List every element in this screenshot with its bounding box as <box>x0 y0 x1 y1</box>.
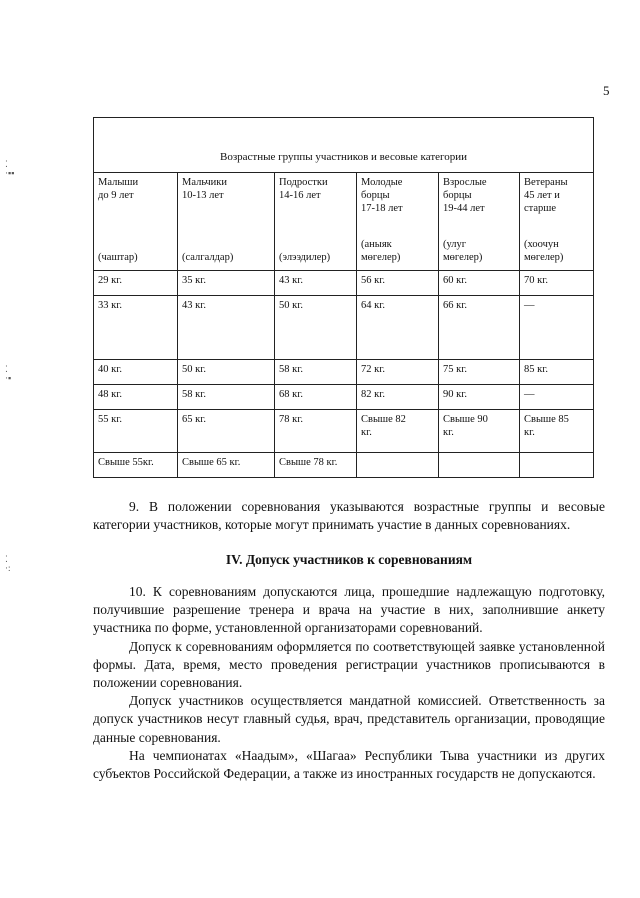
age-group-name: Ветераны 45 лет и старше <box>524 177 568 214</box>
weight-cell: 48 кг. <box>94 385 178 410</box>
scan-speck: ⁚ ·▪▪ <box>5 159 15 178</box>
column-header-4 <box>357 173 439 271</box>
table-row <box>94 453 594 478</box>
weight-cell: 56 кг. <box>357 271 439 296</box>
age-group-name: Подростки 14-16 лет <box>279 177 328 201</box>
weight-cell: 35 кг. <box>178 271 275 296</box>
weight-cell <box>439 453 520 478</box>
page-number: 5 <box>603 83 610 98</box>
table-header-row <box>94 173 594 271</box>
weight-cell: 60 кг. <box>439 271 520 296</box>
weight-cell: — <box>520 385 594 410</box>
weight-cell: 29 кг. <box>94 271 178 296</box>
weight-cell <box>357 453 439 478</box>
weight-cell: 65 кг. <box>178 410 275 453</box>
weight-cell: 82 кг. <box>357 385 439 410</box>
weight-cell: 43 кг. <box>275 271 357 296</box>
scan-speck: ⁚ ·▪ <box>5 364 12 383</box>
section-paragraph: На чемпионатах «Наадым», «Шагаа» Республики Тыва участники из других субъектов Российской Федерации, а также из иностранных государств не допускаются. <box>93 747 605 782</box>
weight-cell: 72 кг. <box>357 360 439 385</box>
weight-cell <box>520 453 594 478</box>
age-group-name: Взрослые борцы 19-44 лет <box>443 177 487 214</box>
section-paragraph: Допуск к соревнованиям оформляется по соответствующей заявке установленной формы. Дата, время, место проведения регистрации участников прописываются в положении соревнования. <box>93 638 605 691</box>
weight-cell: 50 кг. <box>275 296 357 360</box>
weight-cell: 64 кг. <box>357 296 439 360</box>
weight-cell: 78 кг. <box>275 410 357 453</box>
scan-speck: ⁚ ·: <box>5 554 11 573</box>
table-row <box>94 271 594 296</box>
column-header-5 <box>439 173 520 271</box>
table-row <box>94 410 594 453</box>
weight-cell: 33 кг. <box>94 296 178 360</box>
weight-cell: 43 кг. <box>178 296 275 360</box>
weight-cell: — <box>520 296 594 360</box>
age-group-local-name: (чаштар) <box>98 252 138 263</box>
table-title-cell <box>94 118 594 173</box>
weight-cell: Свыше 82 кг. <box>357 410 439 453</box>
age-group-local-name: (улуг мөгелер) <box>443 239 483 263</box>
column-header-3 <box>275 173 357 271</box>
table-row <box>94 360 594 385</box>
weight-cell: 75 кг. <box>439 360 520 385</box>
weight-cell: 85 кг. <box>520 360 594 385</box>
weight-cell: Свыше 55кг. <box>94 453 178 478</box>
section-body <box>93 583 605 783</box>
age-group-name: Молодые борцы 17-18 лет <box>361 177 403 214</box>
table-row <box>94 296 594 360</box>
weight-cell: 58 кг. <box>275 360 357 385</box>
weight-cell: 70 кг. <box>520 271 594 296</box>
table-title: Возрастные группы участников и весовые категории <box>219 151 468 163</box>
age-group-local-name: (аныяк мөгелер) <box>361 239 401 263</box>
column-header-1 <box>94 173 178 271</box>
weight-cell: 66 кг. <box>439 296 520 360</box>
weight-cell: Свыше 90 кг. <box>439 410 520 453</box>
section-heading: IV. Допуск участников к соревнованиям <box>225 552 473 567</box>
weight-category-table <box>93 117 594 478</box>
section-paragraph: Допуск участников осуществляется мандатной комиссией. Ответственность за допуск участников несут главный судья, врач, представитель организации, проводящие данные соревнования. <box>93 693 605 745</box>
age-group-name: Малыши до 9 лет <box>98 177 139 201</box>
age-group-name: Мальчики 10-13 лет <box>182 177 227 201</box>
weight-cell: 90 кг. <box>439 385 520 410</box>
paragraph-9 <box>93 498 605 534</box>
age-group-local-name: (салгалдар) <box>182 252 234 263</box>
weight-cell: 55 кг. <box>94 410 178 453</box>
weight-cell: 40 кг. <box>94 360 178 385</box>
weight-cell: Свыше 65 кг. <box>178 453 275 478</box>
table-body <box>94 271 594 478</box>
weight-cell: 68 кг. <box>275 385 357 410</box>
weight-cell: Свыше 85 кг. <box>520 410 594 453</box>
weight-cell: 58 кг. <box>178 385 275 410</box>
column-header-6 <box>520 173 594 271</box>
age-group-local-name: (хоочун мөгелер) <box>524 239 564 263</box>
age-group-local-name: (элээдилер) <box>279 252 331 263</box>
column-header-2 <box>178 173 275 271</box>
paragraph-9-text: 9. В положении соревнования указываются возрастные группы и весовые категории участников, которые могут принимать участие в данных соревнованиях. <box>93 499 605 533</box>
weight-cell: 50 кг. <box>178 360 275 385</box>
section-paragraph: 10. К соревнованиям допускаются лица, прошедшие надлежащую подготовку, получившие разрешение тренера и врача на участие в них, заполнившие анкету участника по форме, установленной организаторами соревнований. <box>93 584 605 636</box>
table-row <box>94 385 594 410</box>
weight-cell: Свыше 78 кг. <box>275 453 357 478</box>
